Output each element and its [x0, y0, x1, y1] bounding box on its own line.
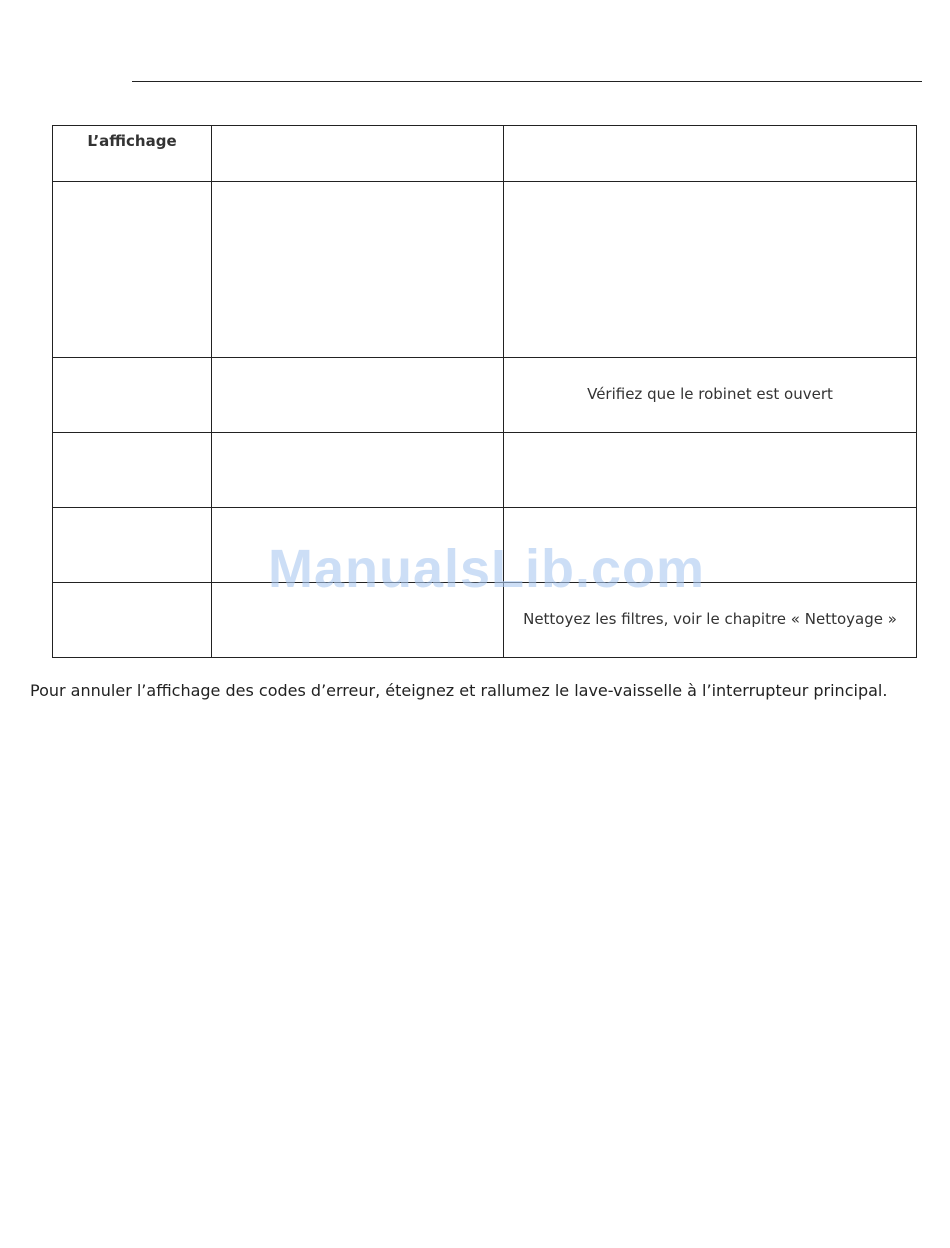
watermark-text: ManualsLib.com [268, 539, 706, 599]
header-display: L’affichage [53, 126, 212, 182]
table-cell [212, 358, 504, 433]
footer-note: Pour annuler l’affichage des codes d’erreur, éteignez et rallumez le lave-vaisselle à l’interrupteur principal. [30, 681, 888, 700]
table-cell [212, 433, 504, 508]
table-cell [53, 433, 212, 508]
table-cell [53, 182, 212, 358]
top-rule [132, 81, 922, 82]
table-cell [212, 508, 504, 583]
table-cell: Vérifiez que le robinet est ouvert [504, 358, 917, 433]
table-row [53, 182, 917, 358]
table-cell: Nettoyez les filtres, voir le chapitre « Nettoyage » [504, 583, 917, 658]
table-cell [53, 583, 212, 658]
table-row [53, 583, 917, 658]
table-row [53, 358, 917, 433]
table-cell [212, 182, 504, 358]
table-row [53, 433, 917, 508]
table-cell [53, 358, 212, 433]
header-remedy [504, 126, 917, 182]
table-cell [53, 508, 212, 583]
table-row [53, 508, 917, 583]
table-cell [504, 508, 917, 583]
header-cause [212, 126, 504, 182]
table-cell [504, 433, 917, 508]
table-cell [212, 583, 504, 658]
table-cell [504, 182, 917, 358]
error-code-table [52, 125, 917, 658]
table-header-row [53, 126, 917, 182]
